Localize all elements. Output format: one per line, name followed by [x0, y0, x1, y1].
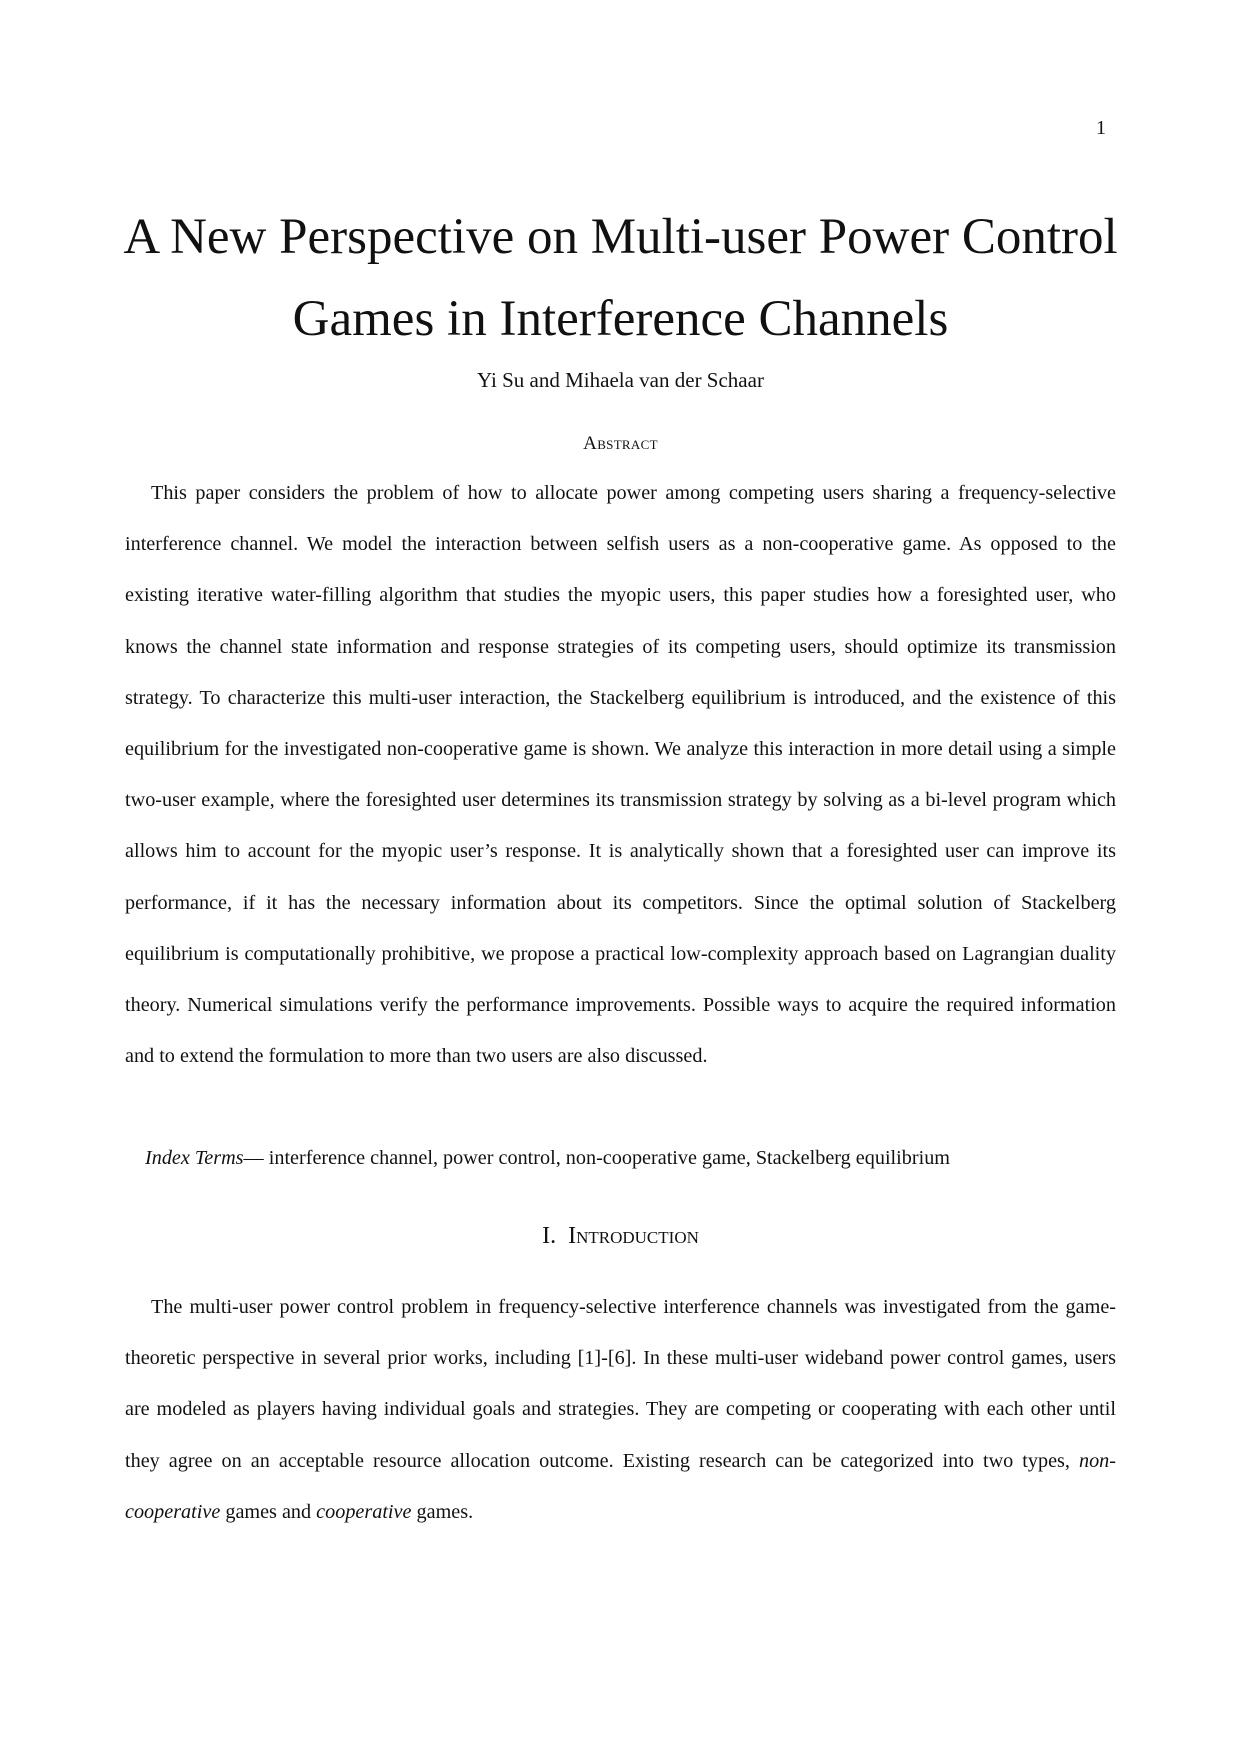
- section-number: I.: [542, 1223, 557, 1249]
- intro-italic-cooperative: cooperative: [316, 1500, 412, 1523]
- author-list: Yi Su and Mihaela van der Schaar: [477, 368, 764, 392]
- index-terms-text: interference channel, power control, non-cooperative game, Stackelberg equilibrium: [263, 1147, 950, 1169]
- section-title: Introduction: [568, 1223, 699, 1249]
- paper-title: A New Perspective on Multi-user Power Control Games in Interference Channels: [123, 209, 1118, 347]
- introduction-paragraph: [125, 1282, 1116, 1538]
- section-heading-introduction: [0, 1224, 1241, 1248]
- index-terms-label: Index Terms: [145, 1147, 244, 1169]
- abstract-heading: Abstract: [583, 433, 658, 454]
- intro-text-part-3: games.: [411, 1500, 474, 1523]
- intro-text-part-2: games and: [220, 1500, 317, 1523]
- intro-italic-non-cooperative: non-cooperative: [125, 1449, 1116, 1523]
- abstract-text: This paper considers the problem of how to allocate power among competing users sharing a frequency-selective interference channel. We model the interaction between selfish users as a non-cooperative game. As opposed to the existing iterative water-filling algorithm that studies the myopic users, this paper studies how a foresighted user, who knows the channel state information and response strategies of its competing users, should optimize its transmission strategy. To characterize this multi-user interaction, the Stackelberg equilibrium is introduced, and the existence of this equilibrium for the investigated non-cooperative game is shown. We analyze this interaction in more detail using a simple two-user example, where the foresighted user determines its transmission strategy by solving as a bi-level program which allows him to account for the myopic user’s response. It is analytically shown that a foresighted user can improve its performance, if it has the necessary information about its competitors. Since the optimal solution of Stackelberg equilibrium is computationally prohibitive, we propose a practical low-complexity approach based on Lagrangian duality theory. Numerical simulations verify the performance improvements. Possible ways to acquire the required information and to extend the formulation to more than two users are also discussed.: [125, 482, 1116, 1068]
- page-number: 1: [1096, 117, 1106, 139]
- index-terms-dash: —: [243, 1147, 264, 1169]
- intro-text-part-1: The multi-user power control problem in frequency-selective interference channels was investigated from the game-theoretic perspective in several prior works, including [1]-[6]. In these multi-user wideband power control games, users are modeled as players having individual goals and strategies. They are competing or cooperating with each other until they agree on an acceptable resource allocation outcome. Existing research can be categorized into two types,: [125, 1296, 1116, 1472]
- index-terms: [145, 1133, 1125, 1184]
